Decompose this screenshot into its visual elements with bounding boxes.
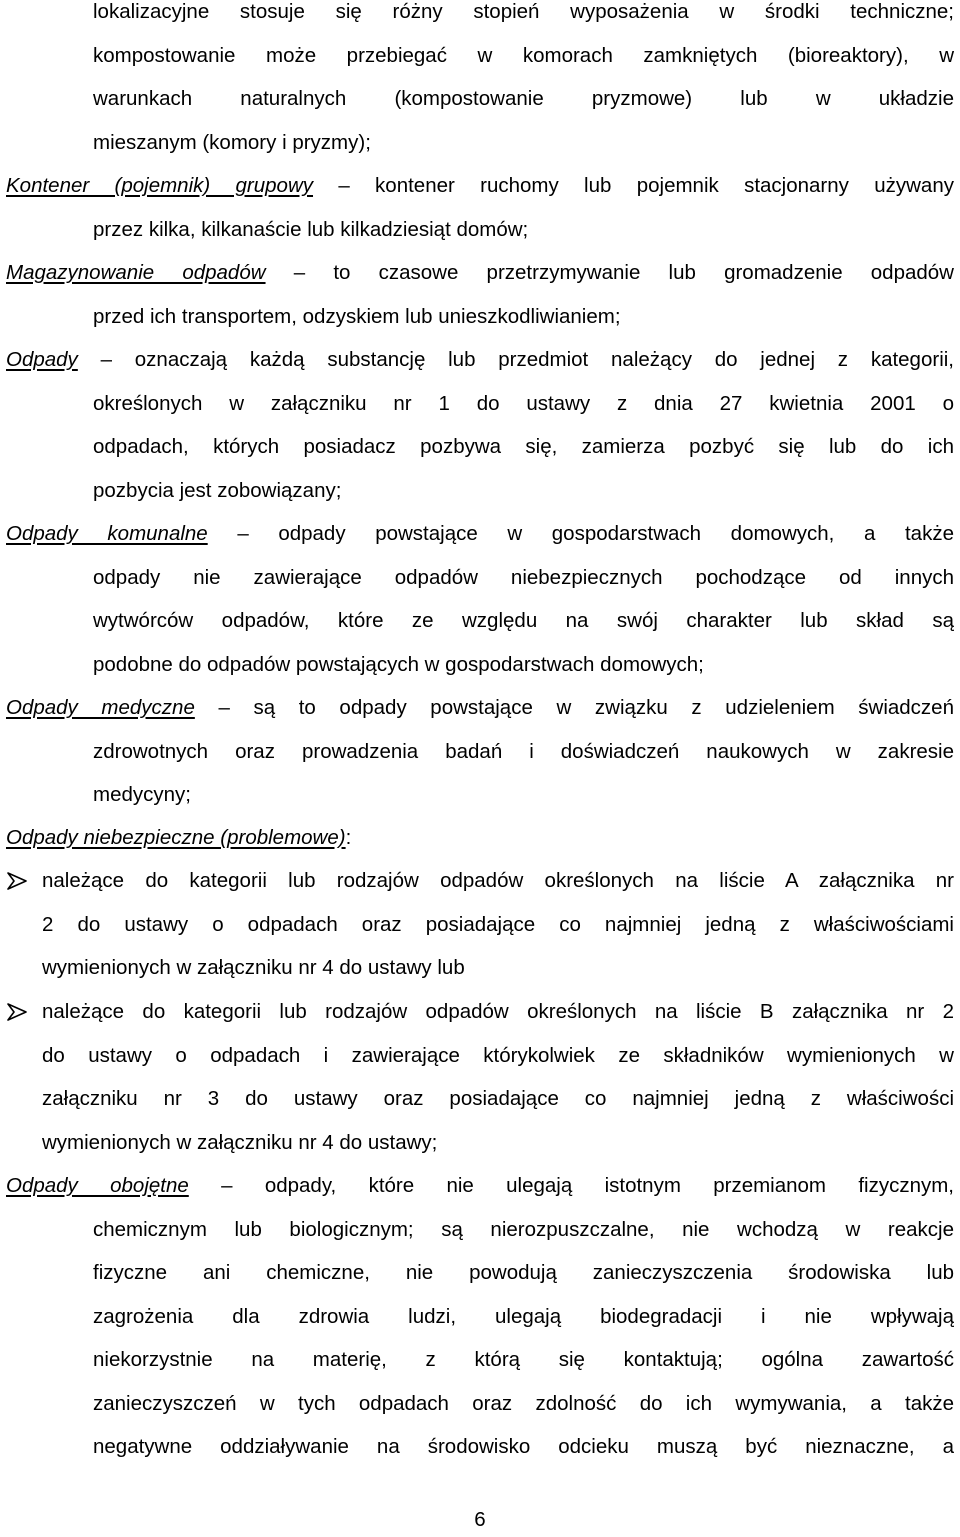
definition-term: Odpady obojętne	[6, 1174, 189, 1197]
text-line: należące do kategorii lub rodzajów odpadów określonych na liście A załącznika nr	[42, 869, 954, 892]
arrow-bullet-icon	[6, 871, 28, 891]
text-line: odpady nie zawierające odpadów niebezpiecznych pochodzące od innych	[93, 565, 954, 589]
definition-colon: :	[345, 826, 352, 849]
definition-medyczne	[6, 686, 954, 817]
definition-term: Odpady niebezpieczne (problemowe)	[6, 826, 346, 849]
text-line: zdrowotnych oraz prowadzenia badań i doświadczeń naukowych w zakresie	[93, 739, 954, 763]
text-line: lokalizacyjne stosuje się różny stopień wyposażenia w środki techniczne;	[93, 0, 954, 23]
definition-term: Odpady medyczne	[6, 696, 195, 719]
text-line: zagrożenia dla zdrowia ludzi, ulegają biodegradacji i nie wpływają	[93, 1304, 954, 1328]
text-line: wymienionych w załączniku nr 4 do ustawy lub	[42, 956, 465, 979]
definition-term: Odpady	[6, 348, 78, 371]
arrow-bullet-icon	[6, 1002, 28, 1022]
text-line: warunkach naturalnych (kompostowanie pryzmowe) lub w układzie	[93, 87, 954, 110]
text-line: fizyczne ani chemiczne, nie powodują zanieczyszczenia środowiska lub	[93, 1261, 954, 1284]
text-line: odpadach, których posiadacz pozbywa się, zamierza pozbyć się lub do ich	[93, 435, 954, 458]
text-line: należące do kategorii lub rodzajów odpadów określonych na liście B załącznika nr 2	[42, 1000, 954, 1023]
text-line: załączniku nr 3 do ustawy oraz posiadające co najmniej jedną z właściwości	[42, 1087, 954, 1110]
text-line: podobne do odpadów powstających w gospodarstwach domowych;	[93, 652, 704, 676]
text-line: kompostowanie może przebiegać w komorach zamkniętych (bioreaktory), w	[93, 43, 954, 67]
text-line: negatywne oddziaływanie na środowisko odcieku muszą być nieznaczne, a	[93, 1435, 954, 1458]
definition-text: – to czasowe przetrzymywanie lub gromadzenie odpadów	[265, 261, 954, 284]
page-number: 6	[474, 1508, 486, 1531]
text-line: mieszanym (komory i pryzmy);	[93, 130, 371, 154]
definition-text: – oznaczają każdą substancję lub przedmiot należący do jednej z kategorii,	[77, 348, 954, 371]
definition-text: – kontener ruchomy lub pojemnik stacjonarny używany	[313, 174, 954, 197]
bullet-item-list-b	[6, 990, 954, 1164]
text-line: wymienionych w załączniku nr 4 do ustawy;	[42, 1130, 438, 1154]
text-line: chemicznym lub biologicznym; są nierozpuszczalne, nie wchodzą w reakcje	[93, 1217, 954, 1241]
definition-term: Kontener (pojemnik) grupowy	[6, 174, 314, 197]
definition-odpady	[6, 338, 954, 512]
text-line: medycyny;	[93, 783, 191, 806]
text-line: pozbycia jest zobowiązany;	[93, 478, 342, 502]
definition-magazynowanie	[6, 251, 954, 338]
continuation-paragraph	[6, 0, 954, 164]
definition-komunalne	[6, 512, 954, 686]
definition-text: – odpady, które nie ulegają istotnym przemianom fizycznym,	[188, 1174, 954, 1197]
text-line: określonych w załączniku nr 1 do ustawy z dnia 27 kwietnia 2001 o	[93, 391, 954, 415]
text-line: wytwórców odpadów, które ze względu na swój charakter lub skład są	[93, 609, 954, 632]
text-line: do ustawy o odpadach i zawierające którykolwiek ze składników wymienionych w	[42, 1043, 954, 1067]
definition-obojetne	[6, 1164, 954, 1469]
definition-term: Magazynowanie odpadów	[6, 261, 266, 284]
text-line: przez kilka, kilkanaście lub kilkadziesiąt domów;	[93, 217, 529, 241]
text-line: niekorzystnie na materię, z którą się kontaktują; ogólna zawartość	[93, 1348, 954, 1371]
definition-text: – odpady powstające w gospodarstwach domowych, a także	[207, 522, 954, 545]
bullet-item-list-a	[6, 859, 954, 990]
text-line: 2 do ustawy o odpadach oraz posiadające co najmniej jedną z właściwościami	[42, 912, 954, 936]
definition-kontener	[6, 164, 954, 251]
text-line: przed ich transportem, odzyskiem lub unieszkodliwianiem;	[93, 304, 621, 328]
definition-niebezpieczne	[6, 816, 954, 860]
text-line: zanieczyszczeń w tych odpadach oraz zdolność do ich wymywania, a także	[93, 1391, 954, 1415]
definition-text: – są to odpady powstające w związku z udzieleniem świadczeń	[194, 696, 954, 719]
definition-term: Odpady komunalne	[6, 522, 208, 545]
